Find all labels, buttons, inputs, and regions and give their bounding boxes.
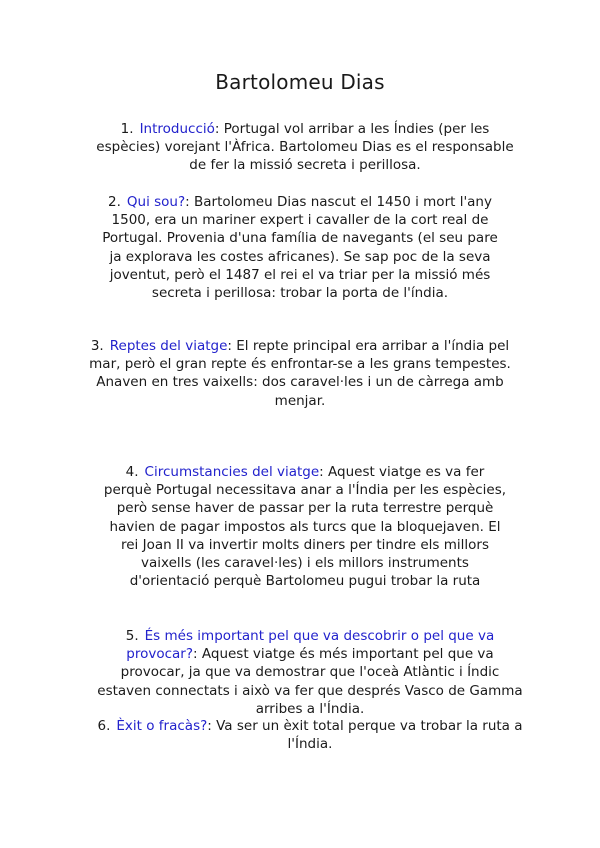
item-number: 3. [90, 338, 104, 354]
list-item-qui-sou [95, 193, 505, 302]
item-text: : Va ser un èxit total perque va trobar la ruta a l'Índia. [207, 718, 523, 753]
list-item-exit-fracas [95, 717, 525, 753]
list-item-circumstancies [100, 463, 510, 590]
item-text: : Portugal vol arribar a les Índies (per les espècies) vorejant l'Àfrica. Bartolomeu Dias es el responsable de fer la missió secreta i perillosa. [96, 121, 514, 174]
item-number: 5. [125, 628, 139, 644]
item-number: 1. [120, 121, 134, 137]
item-number: 2. [108, 194, 121, 210]
item-text: : Aquest viatge és més important pel que va provocar, ja que va demostrar que l'oceà Atlàntic i Índic estaven connectats i això va fer que després Vasco de Gamma arribes a l'Índia. [97, 646, 523, 717]
item-heading: Qui sou? [126, 194, 186, 210]
item-heading: Circumstancies del viatge [144, 464, 320, 480]
list-item-importancia [95, 627, 525, 718]
item-heading: És més important pel que va descobrir o pel que va provocar? [126, 628, 495, 663]
item-text: : Bartolomeu Dias nascut el 1450 i mort l'any 1500, era un mariner expert i cavaller de la cort real de Portugal. Provenia d'una família de navegants (el seu pare ja explorava les costes africanes). Se sap poc de la seva joventut, però el 1487 el rei el va triar per la missió més secreta i perillosa: trobar la porta de l'índia. [102, 194, 498, 302]
list-item-introduccio [95, 120, 515, 175]
list-item-reptes [80, 337, 520, 410]
item-number: 4. [125, 464, 139, 480]
page-title: Bartolomeu Dias [215, 70, 385, 94]
item-heading: Èxit o fracàs? [116, 718, 208, 734]
item-heading: Reptes del viatge [109, 338, 228, 354]
item-number: 6. [97, 718, 111, 734]
item-extra-text: Anaven en tres vaixells: dos caravel·les i un de càrrega amb menjar. [96, 374, 504, 409]
item-text: : Aquest viatge es va fer perquè Portugal necessitava anar a l'Índia per les espècies, però sense haver de passar per la ruta terrestre perquè havien de pagar impostos als turcs que la bloquejaven. El rei Joan II va invertir molts diners per tindre els millors vaixells (les caravel·les) i els millors instruments d'orientació perquè Bartolomeu pugui trobar la ruta [103, 464, 507, 590]
item-heading: Introducció [139, 121, 215, 137]
item-text: : El repte principal era arribar a l'índia pel mar, però el gran repte és enfrontar-se a les grans tempestes. [89, 338, 511, 373]
